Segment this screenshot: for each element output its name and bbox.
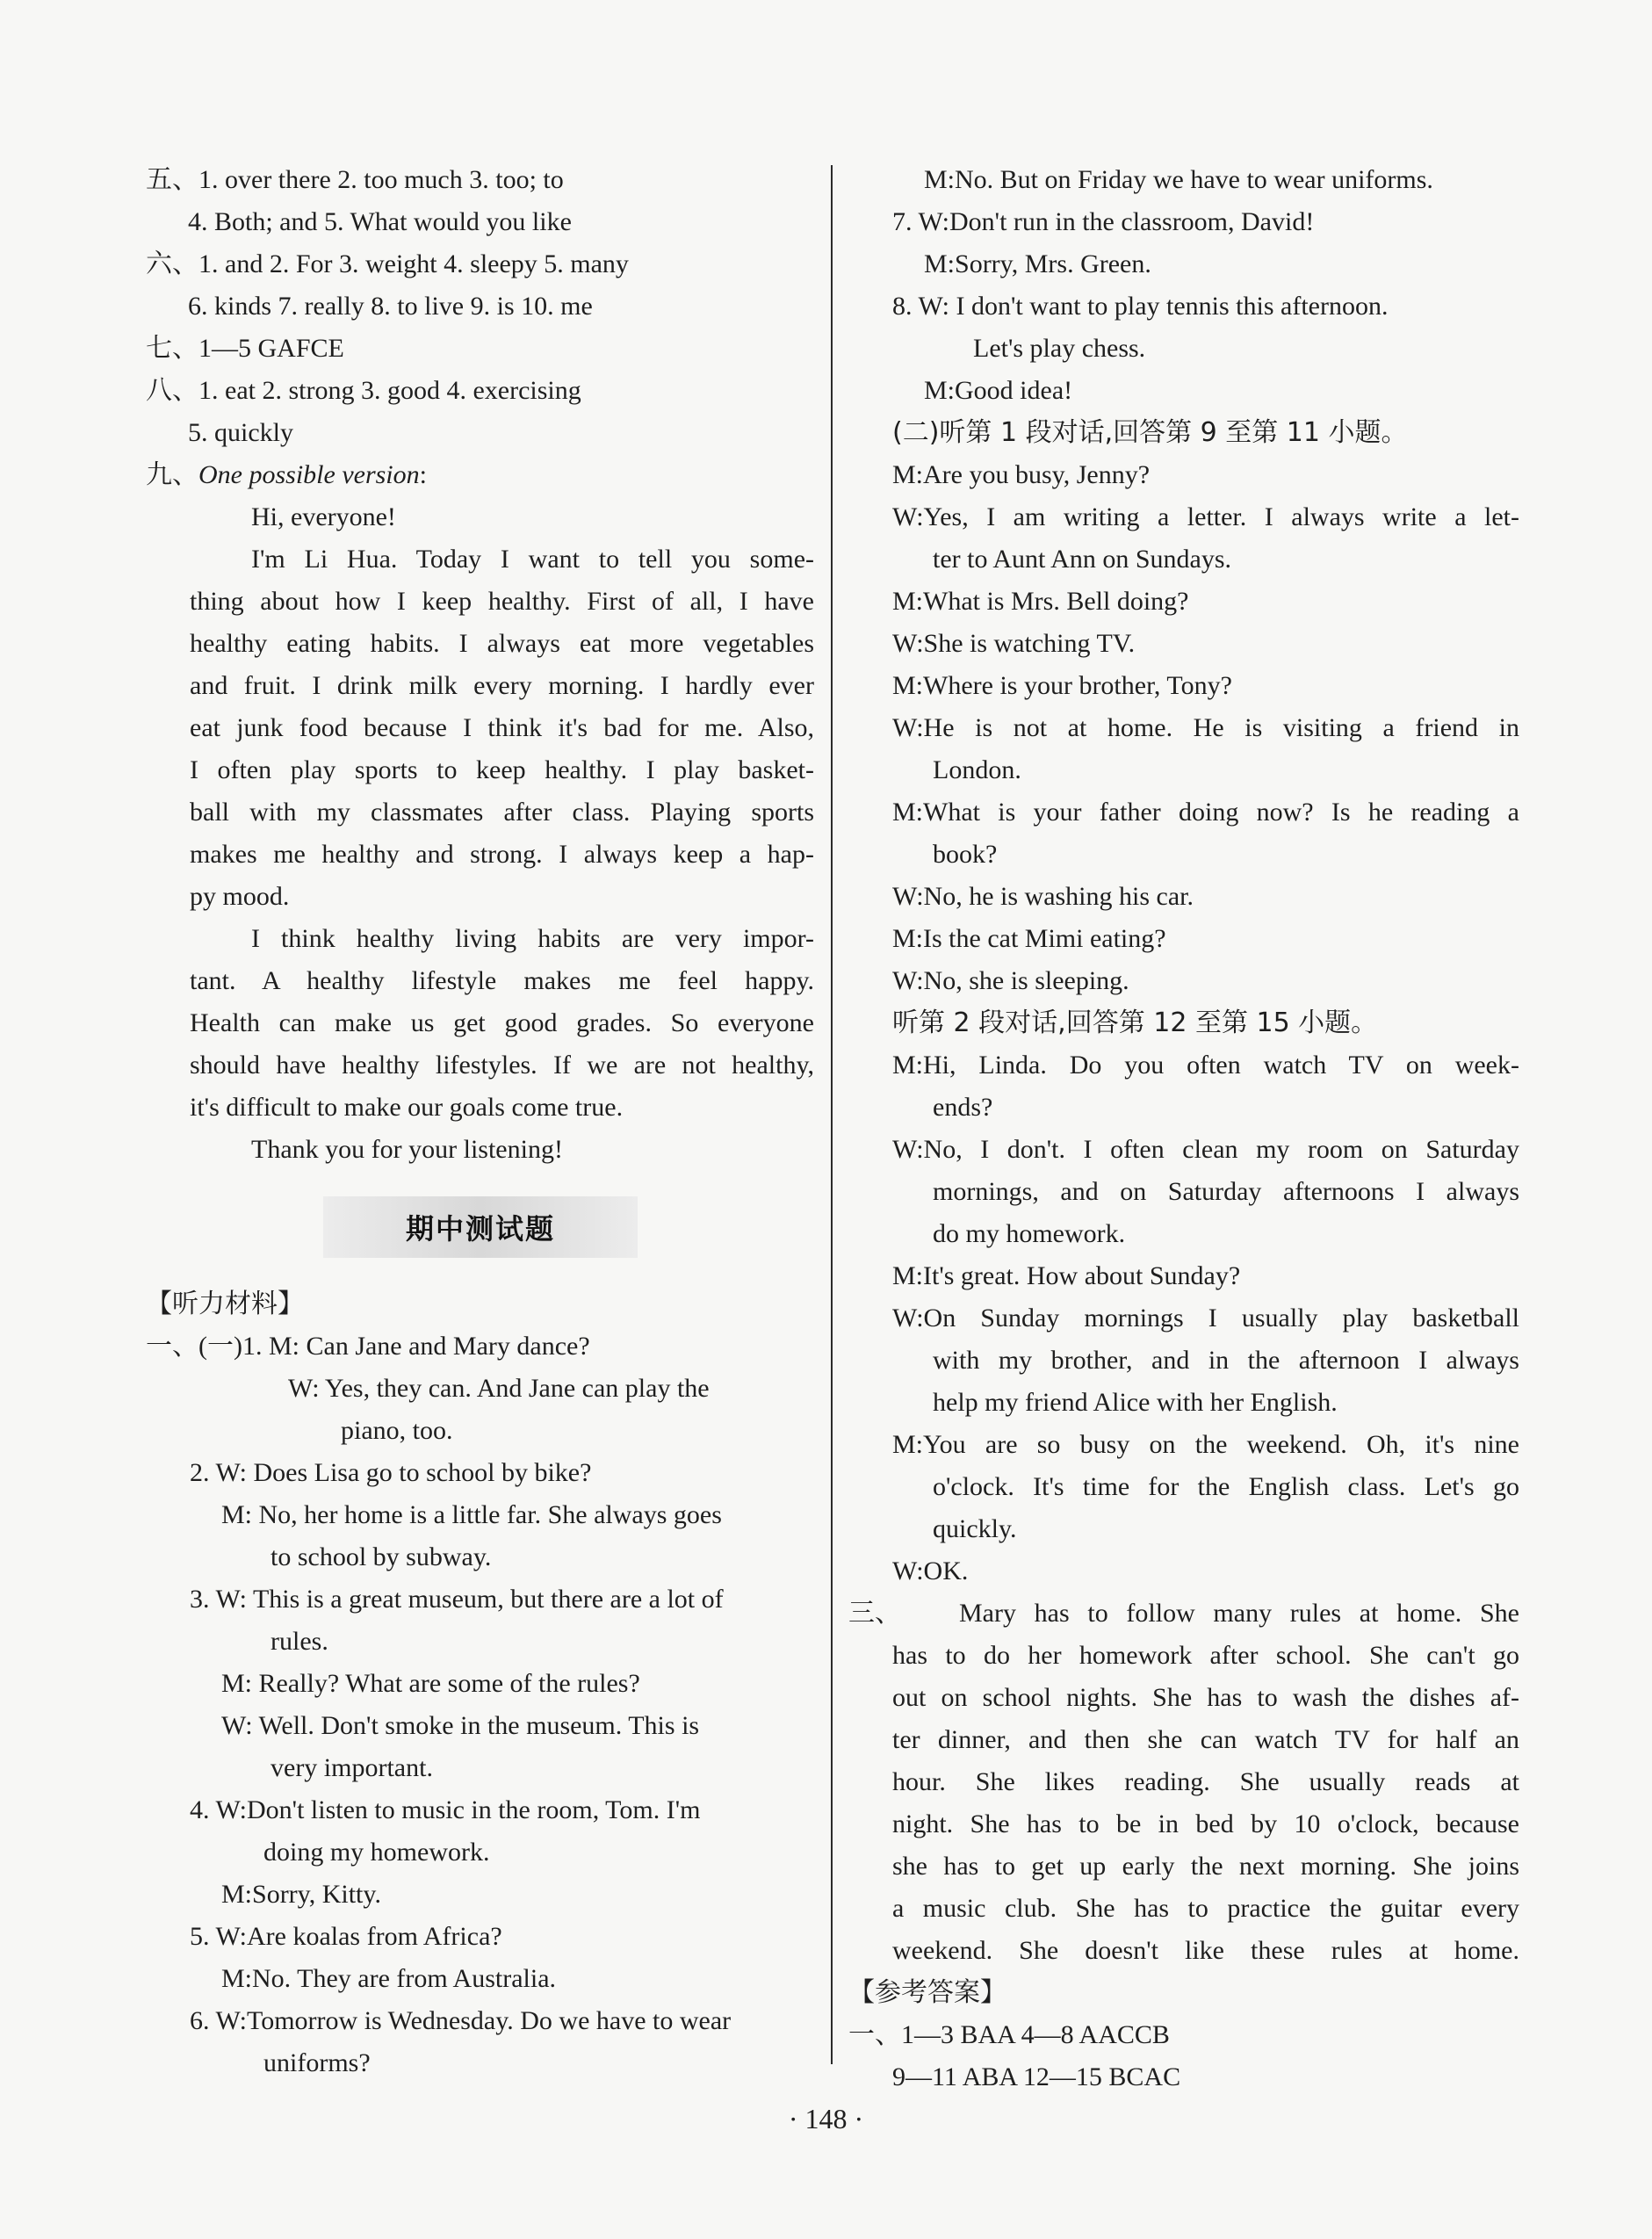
dialogue-line: M: No, her home is a little far. She always goes	[221, 1500, 722, 1529]
essay-line: healthy eating habits. I always eat more vegetables	[190, 629, 814, 658]
dialogue-line: M:Sorry, Mrs. Green.	[924, 249, 1151, 278]
essay-line: py mood.	[190, 882, 290, 911]
dialogue-line: book?	[933, 840, 998, 869]
dialogue-line: M:What is your father doing now? Is he reading a	[892, 798, 1519, 827]
essay-heading	[146, 458, 427, 493]
dialogue-line: W:OK.	[892, 1556, 969, 1585]
dialogue-line: ends?	[933, 1093, 993, 1122]
dialogue-line: M:What is Mrs. Bell doing?	[892, 587, 1189, 616]
answer-line: 八、1. eat 2. strong 3. good 4. exercising	[146, 376, 581, 405]
answer-line: 5. quickly	[188, 418, 293, 447]
dialogue-line: M:No. But on Friday we have to wear uniforms.	[924, 165, 1433, 194]
dialogue-line: M:Hi, Linda. Do you often watch TV on week-	[892, 1051, 1519, 1080]
essay-line: I'm Li Hua. Today I want to tell you some-	[251, 545, 814, 574]
answer-line: 9—11 ABA 12—15 BCAC	[892, 2062, 1181, 2091]
essay-line: makes me healthy and strong. I always keep a hap-	[190, 840, 814, 869]
passage-line: has to do her homework after school. She can't go	[892, 1641, 1519, 1670]
dialogue-line: quickly.	[933, 1514, 1017, 1543]
listening-instruction: 听第 2 段对话,回答第 12 至第 15 小题。	[892, 1008, 1378, 1038]
dialogue-line: piano, too.	[341, 1416, 453, 1445]
dialogue-line: M:Good idea!	[924, 376, 1073, 405]
passage-line: she has to get up early the next morning. She joins	[892, 1852, 1519, 1881]
dialogue-line: 4. W:Don't listen to music in the room, Tom. I'm	[190, 1795, 701, 1824]
dialogue-line: W:On Sunday mornings I usually play basketball	[892, 1304, 1519, 1333]
dialogue-line: M:Where is your brother, Tony?	[892, 671, 1232, 700]
dialogue-line: W:No, she is sleeping.	[892, 966, 1129, 995]
answer-line: 五、1. over there 2. too much 3. too; to	[146, 165, 564, 194]
dialogue-line: London.	[933, 755, 1021, 784]
dialogue-line: uniforms?	[263, 2048, 371, 2077]
essay-line: Hi, everyone!	[251, 502, 396, 531]
section-title: 期中测试题	[405, 1212, 555, 1246]
section-number: 九、	[146, 460, 198, 489]
section-title-box	[323, 1196, 638, 1258]
dialogue-line: W:She is watching TV.	[892, 629, 1136, 658]
dialogue-line: Let's play chess.	[973, 334, 1146, 363]
page-number: · 148 ·	[788, 2103, 864, 2134]
dialogue-line: help my friend Alice with her English.	[933, 1388, 1338, 1417]
dialogue-line: W:No, he is washing his car.	[892, 882, 1194, 911]
essay-line: tant. A healthy lifestyle makes me feel happy.	[190, 966, 814, 995]
dialogue-line: M:Sorry, Kitty.	[221, 1880, 381, 1909]
dialogue-line: W:Yes, I am writing a letter. I always write a let-	[892, 502, 1519, 531]
dialogue-line: 7. W:Don't run in the classroom, David!	[892, 207, 1315, 236]
dialogue-line: W: Well. Don't smoke in the museum. This is	[221, 1711, 700, 1740]
dialogue-line: 8. W: I don't want to play tennis this afternoon.	[892, 292, 1389, 321]
dialogue-line: 一、(一)1. M: Can Jane and Mary dance?	[146, 1332, 590, 1361]
dialogue-line: M:Is the cat Mimi eating?	[892, 924, 1166, 953]
answer-line: 4. Both; and 5. What would you like	[188, 207, 572, 236]
dialogue-line: rules.	[271, 1627, 328, 1656]
answer-line: 七、1—5 GAFCE	[146, 334, 344, 363]
passage-line: a music club. She has to practice the guitar every	[892, 1894, 1519, 1923]
listening-material-heading: 【听力材料】	[146, 1289, 304, 1319]
answer-line: 6. kinds 7. really 8. to live 9. is 10. me	[188, 292, 593, 321]
passage-line: hour. She likes reading. She usually reads at	[892, 1767, 1519, 1796]
answer-line: 六、1. and 2. For 3. weight 4. sleepy 5. many	[146, 249, 629, 278]
dialogue-line: with my brother, and in the afternoon I always	[933, 1346, 1519, 1375]
essay-colon: :	[419, 460, 427, 489]
dialogue-line: M:You are so busy on the weekend. Oh, it's nine	[892, 1430, 1519, 1459]
dialogue-line: W: Yes, they can. And Jane can play the	[288, 1374, 710, 1403]
dialogue-line: M:It's great. How about Sunday?	[892, 1261, 1241, 1290]
dialogue-line: to school by subway.	[271, 1542, 492, 1571]
essay-line: and fruit. I drink milk every morning. I hardly ever	[190, 671, 814, 700]
essay-line: eat junk food because I think it's bad for me. Also,	[190, 713, 814, 742]
dialogue-line: W:No, I don't. I often clean my room on Saturday	[892, 1135, 1519, 1164]
passage-line: out on school nights. She has to wash the dishes af-	[892, 1683, 1519, 1712]
dialogue-line: 2. W: Does Lisa go to school by bike?	[190, 1458, 592, 1487]
dialogue-line: doing my homework.	[263, 1838, 490, 1867]
passage-line: Mary has to follow many rules at home. She	[959, 1599, 1519, 1628]
essay-line: it's difficult to make our goals come true.	[190, 1093, 624, 1122]
column-divider	[831, 165, 833, 2064]
answer-line: 一、1—3 BAA 4—8 AACCB	[848, 2020, 1170, 2049]
essay-label: One possible version	[198, 460, 420, 489]
passage-line: ter dinner, and then she can watch TV for half an	[892, 1725, 1519, 1754]
dialogue-line: 5. W:Are koalas from Africa?	[190, 1922, 502, 1951]
essay-line: I think healthy living habits are very impor-	[251, 924, 814, 953]
listening-instruction: (二)听第 1 段对话,回答第 9 至第 11 小题。	[892, 417, 1408, 448]
dialogue-line: 6. W:Tomorrow is Wednesday. Do we have to wear	[190, 2006, 732, 2035]
dialogue-line: W:He is not at home. He is visiting a friend in	[892, 713, 1519, 742]
essay-line: should have healthy lifestyles. If we are not healthy,	[190, 1051, 814, 1080]
dialogue-line: M: Really? What are some of the rules?	[221, 1669, 640, 1698]
dialogue-line: mornings, and on Saturday afternoons I always	[933, 1177, 1519, 1206]
essay-line: Thank you for your listening!	[251, 1135, 563, 1164]
essay-line: ball with my classmates after class. Playing sports	[190, 798, 814, 827]
essay-line: Health can make us get good grades. So everyone	[190, 1008, 814, 1037]
dialogue-line: o'clock. It's time for the English class. Let's go	[933, 1472, 1519, 1501]
essay-line: I often play sports to keep healthy. I play basket-	[190, 755, 814, 784]
dialogue-line: 3. W: This is a great museum, but there are a lot of	[190, 1585, 724, 1614]
passage-line: night. She has to be in bed by 10 o'clock, because	[892, 1809, 1519, 1838]
section-number: 三、	[848, 1598, 901, 1629]
dialogue-line: ter to Aunt Ann on Sundays.	[933, 545, 1232, 574]
dialogue-line: M:Are you busy, Jenny?	[892, 460, 1151, 489]
reference-answers-heading: 【参考答案】	[848, 1977, 1006, 2008]
dialogue-line: do my homework.	[933, 1219, 1126, 1248]
dialogue-line: M:No. They are from Australia.	[221, 1964, 557, 1993]
essay-line: thing about how I keep healthy. First of all, I have	[190, 587, 814, 616]
passage-line: weekend. She doesn't like these rules at home.	[892, 1936, 1519, 1965]
dialogue-line: very important.	[271, 1753, 433, 1782]
